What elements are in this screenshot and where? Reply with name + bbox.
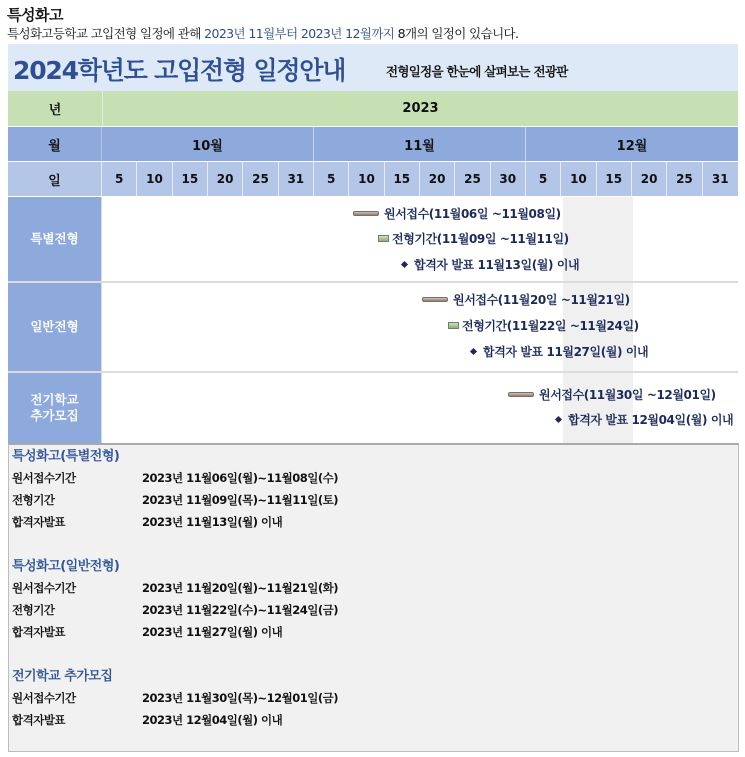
- day-cell: 10: [137, 162, 172, 196]
- day-cell: 25: [455, 162, 490, 196]
- month-row: [8, 127, 738, 161]
- detail-row: [12, 709, 338, 731]
- year-row: [8, 91, 738, 126]
- detail-label: 전형기간: [12, 493, 55, 507]
- event-screening[interactable]: [378, 230, 569, 246]
- day-cell: 5: [314, 162, 349, 196]
- milestone-diamond-icon: [401, 260, 408, 267]
- event-announcement[interactable]: [555, 411, 733, 427]
- day-cell: 31: [711, 172, 729, 186]
- detail-value: 2023년 11월06일(월)~11월08일(수): [142, 471, 338, 485]
- application-bar-icon: [508, 392, 534, 397]
- event-text: 전형기간(11월22일 ~11월24일): [462, 318, 639, 333]
- day-cell: 10: [561, 162, 596, 196]
- milestone-diamond-icon: [470, 347, 477, 354]
- event-application[interactable]: [422, 291, 630, 307]
- detail-label: 원서접수기간: [12, 691, 76, 705]
- gantt-chart: [8, 197, 738, 443]
- event-text: 원서접수(11월30일 ~12월01일): [539, 387, 716, 402]
- detail-value: 2023년 11월22일(수)~11월24일(금): [142, 603, 338, 617]
- application-bar-icon: [353, 211, 379, 216]
- group-title: 전기학교 추가모집: [12, 669, 113, 684]
- detail-value: 2023년 11월13일(월) 이내: [142, 515, 283, 529]
- event-announcement[interactable]: [401, 256, 579, 272]
- event-announcement[interactable]: [470, 343, 648, 359]
- day-cell: 15: [597, 162, 632, 196]
- schedule-details-panel: [8, 443, 739, 752]
- detail-label: 전형기간: [12, 603, 55, 617]
- banner: [8, 44, 738, 91]
- day-cell: 25: [667, 162, 702, 196]
- summary-prefix: 특성화고등학교 고입전형 일정에 관해: [7, 26, 205, 41]
- detail-value: 2023년 11월20일(월)~11월21일(화): [142, 581, 338, 595]
- track-label-line: 전기학교: [30, 392, 79, 407]
- day-cell: 15: [173, 162, 208, 196]
- event-text: 합격자 발표 11월13일(월) 이내: [414, 257, 580, 272]
- summary-suffix: 8개의 일정이 있습니다.: [394, 26, 519, 41]
- detail-value: 2023년 12월04일(월) 이내: [142, 713, 283, 727]
- day-cell: 20: [632, 162, 667, 196]
- milestone-diamond-icon: [555, 415, 562, 422]
- track-additional-recruitment: [8, 373, 738, 443]
- event-text: 원서접수(11월06일 ~11월08일): [384, 206, 561, 221]
- detail-value: 2023년 11월09일(목)~11월11일(토): [142, 493, 338, 507]
- detail-value: 2023년 11월30일(목)~12월01일(금): [142, 691, 338, 705]
- page-title: 특성화고: [7, 6, 63, 24]
- detail-value: 2023년 11월27일(월) 이내: [142, 625, 283, 639]
- event-application[interactable]: [508, 386, 716, 402]
- details-group-additional: [12, 667, 338, 731]
- track-label: 일반전형: [8, 283, 102, 371]
- banner-subtitle: 전형일정을 한눈에 살펴보는 전광판: [386, 64, 568, 79]
- event-application[interactable]: [353, 205, 561, 221]
- month-cell: 11월: [314, 127, 526, 161]
- details-group-general: [12, 557, 338, 643]
- detail-label: 원서접수기간: [12, 581, 76, 595]
- event-text: 원서접수(11월20일 ~11월21일): [453, 292, 630, 307]
- detail-label: 합격자발표: [12, 713, 66, 727]
- screening-bar-icon: [378, 235, 389, 242]
- detail-row: [12, 621, 338, 643]
- group-title: 특성화고(특별전형): [12, 449, 120, 464]
- track-label-line: 추가모집: [30, 408, 79, 423]
- day-cell: 10: [349, 162, 384, 196]
- track-label: 특별전형: [8, 197, 102, 281]
- details-group-special: [12, 447, 338, 533]
- month-cell: 10월: [102, 127, 314, 161]
- detail-row: [12, 687, 338, 709]
- group-title: 특성화고(일반전형): [12, 559, 120, 574]
- day-cell: 30: [491, 162, 526, 196]
- track-special-admission: [8, 197, 738, 283]
- track-general-admission: [8, 283, 738, 373]
- year-value: 2023: [102, 91, 738, 126]
- event-text: 합격자 발표 11월27일(월) 이내: [483, 344, 649, 359]
- day-cell: 20: [208, 162, 243, 196]
- track-label: [8, 373, 102, 443]
- detail-row: [12, 577, 338, 599]
- year-label: 년: [48, 103, 62, 118]
- day-cell: 15: [385, 162, 420, 196]
- day-cell: 20: [420, 162, 455, 196]
- detail-label: 원서접수기간: [12, 471, 76, 485]
- application-bar-icon: [422, 297, 448, 302]
- detail-row: [12, 599, 338, 621]
- day-row: [8, 162, 738, 196]
- summary-date-range: 2023년 11월부터 2023년 12월까지: [204, 26, 395, 41]
- day-cell: 5: [526, 162, 561, 196]
- month-cell: 12월: [616, 138, 648, 154]
- event-screening[interactable]: [448, 317, 639, 333]
- event-text: 합격자 발표 12월04일(월) 이내: [568, 412, 734, 427]
- detail-label: 합격자발표: [12, 515, 66, 529]
- event-text: 전형기간(11월09일 ~11월11일): [392, 231, 569, 246]
- banner-title: 2024학년도 고입전형 일정안내: [13, 56, 346, 85]
- day-label: 일: [8, 162, 102, 196]
- detail-row: [12, 489, 338, 511]
- day-cell: 5: [102, 162, 137, 196]
- day-cell: 31: [279, 162, 314, 196]
- detail-row: [12, 467, 338, 489]
- schedule-summary: [7, 24, 518, 42]
- detail-label: 합격자발표: [12, 625, 66, 639]
- screening-bar-icon: [448, 322, 459, 329]
- detail-row: [12, 511, 338, 533]
- day-cell: 25: [243, 162, 278, 196]
- month-label: 월: [8, 127, 102, 161]
